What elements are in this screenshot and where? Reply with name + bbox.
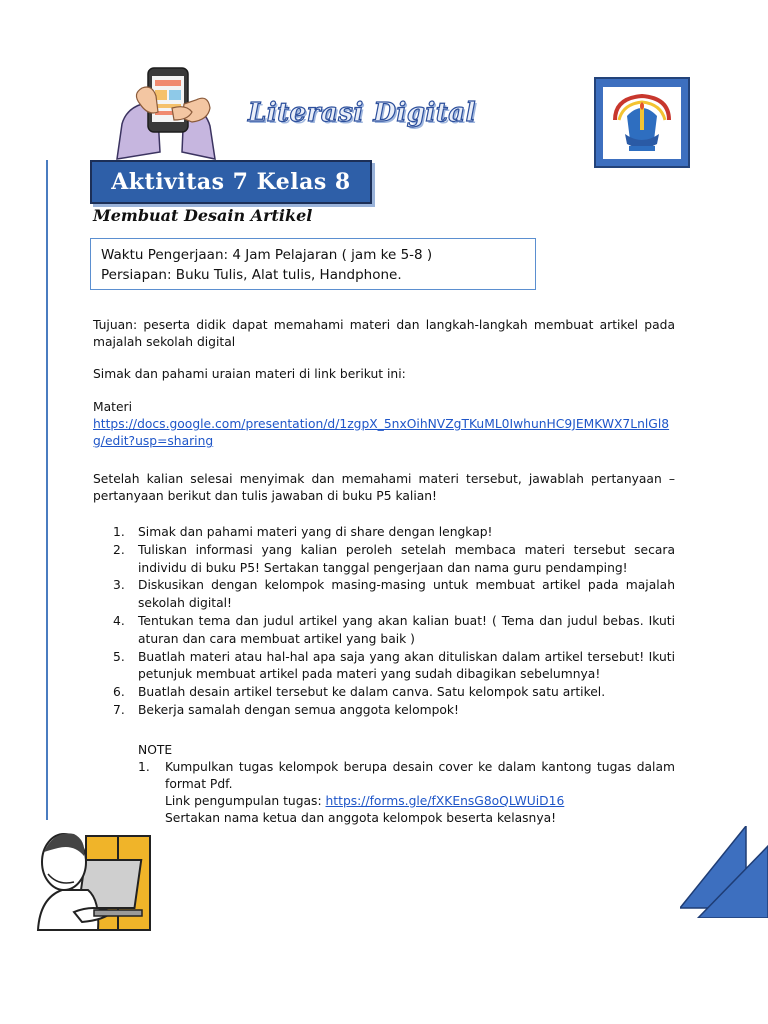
after-paragraph: Setelah kalian selesai menyimak dan memahami materi tersebut, jawablah pertanyaan – pertanyaan berikut dan tulis jawaban di buku P5 kalian! xyxy=(93,472,675,503)
left-vertical-rule xyxy=(46,160,48,820)
brand-title: Literasi Digital xyxy=(248,98,477,128)
materi-link[interactable]: https://docs.google.com/presentation/d/1zgpX_5nxOihNVZgTKuML0IwhunHC9JEMKWX7LnlGl8g/edit?usp=sharing xyxy=(93,417,670,448)
activity-banner xyxy=(90,160,372,204)
list-item: 3. Diskusikan dengan kelompok masing-masing untuk membuat artikel pada majalah sekolah digital! xyxy=(113,578,675,611)
list-item: 6. Buatlah desain artikel tersebut ke dalam canva. Satu kelompok satu artikel. xyxy=(113,685,606,700)
materi-block xyxy=(93,399,675,450)
note-link-label: Link pengumpulan tugas: xyxy=(165,794,322,808)
list-item: 4. Tentukan tema dan judul artikel yang akan kalian buat! ( Tema dan judul bebas. Ikuti aturan dan cara membuat artikel yang baik ) xyxy=(113,613,675,646)
info-preparation: Persiapan: Buku Tulis, Alat tulis, Handphone. xyxy=(101,267,402,283)
hand-phone-icon xyxy=(112,64,232,162)
goal-paragraph: Tujuan: peserta didik dapat memahami materi dan langkah-langkah membuat artikel pada majalah sekolah digital xyxy=(93,318,675,349)
note-text: Kumpulkan tugas kelompok berupa desain cover ke dalam kantong tugas dalam format Pdf. xyxy=(165,760,675,791)
note-item xyxy=(138,759,675,827)
school-logo xyxy=(594,77,690,168)
list-item: 1. Simak dan pahami materi yang di share dengan lengkap! xyxy=(113,525,493,539)
note-closing: Sertakan nama ketua dan anggota kelompok beserta kelasnya! xyxy=(165,811,557,825)
note-number: 1. xyxy=(138,760,150,774)
info-box xyxy=(90,238,536,290)
student-laptop-illustration xyxy=(34,826,154,932)
materi-label: Materi xyxy=(93,400,133,414)
decorative-triangles xyxy=(680,826,768,918)
info-time: Waktu Pengerjaan: 4 Jam Pelajaran ( jam ke 5-8 ) xyxy=(101,247,433,263)
school-emblem-icon xyxy=(607,90,677,156)
submission-link[interactable]: https://forms.gle/fXKEnsG8oQLWUiD16 xyxy=(325,794,565,808)
task-list xyxy=(93,524,675,720)
list-item: 7. Bekerja samalah dengan semua anggota kelompok! xyxy=(113,702,459,717)
note-block xyxy=(138,742,675,827)
note-label: NOTE xyxy=(138,743,173,757)
activity-title: Aktivitas 7 Kelas 8 xyxy=(111,169,351,195)
instruction-paragraph: Simak dan pahami uraian materi di link berikut ini: xyxy=(93,367,406,381)
list-item: 2. Tuliskan informasi yang kalian peroleh setelah membaca materi tersebut secara individu di buku P5! Sertakan tanggal pengerjaan dan nama guru pendamping! xyxy=(113,542,675,575)
page-subtitle: Membuat Desain Artikel xyxy=(93,206,313,225)
list-item: 5. Buatlah materi atau hal-hal apa saja yang akan dituliskan dalam artikel tersebut! Ikuti petunjuk membuat artikel pada materi yang sudah dibagikan sebelumnya! xyxy=(113,649,675,682)
